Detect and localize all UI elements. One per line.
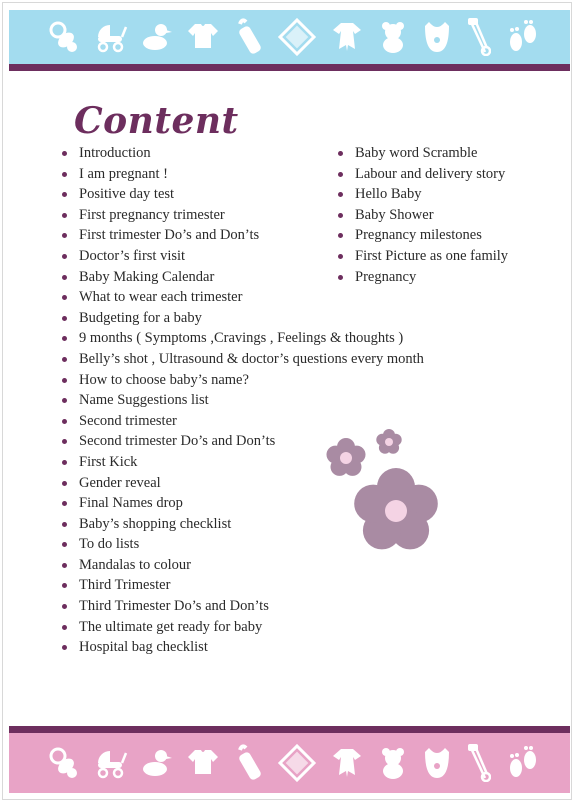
- stroller-icon: [94, 21, 128, 53]
- contents-item: Labour and delivery story: [338, 164, 508, 185]
- top-icon-band: [9, 10, 570, 64]
- onesie-icon: [187, 22, 219, 52]
- flower-small-left: [327, 438, 366, 476]
- teddy-bear-icon: [378, 21, 408, 53]
- safety-pin-icon: [465, 744, 491, 782]
- contents-item: Final Names drop: [62, 493, 424, 514]
- baby-bottle-icon: [234, 18, 264, 56]
- duck-icon: [142, 22, 172, 52]
- contents-item: Baby word Scramble: [338, 143, 508, 164]
- romper-icon: [331, 747, 363, 779]
- contents-item: Gender reveal: [62, 473, 424, 494]
- contents-item: Mandalas to colour: [62, 555, 424, 576]
- contents-item: What to wear each trimester: [62, 287, 424, 308]
- pacifier-icon: [49, 746, 79, 780]
- contents-item: First trimester Do’s and Don’ts: [62, 225, 424, 246]
- contents-item: Pregnancy: [338, 267, 508, 288]
- contents-item: Hello Baby: [338, 184, 508, 205]
- contents-item: How to choose baby’s name?: [62, 370, 424, 391]
- flower-decoration: [318, 424, 448, 558]
- bottom-accent-bar: [9, 726, 570, 733]
- contents-item: Name Suggestions list: [62, 390, 424, 411]
- pacifier-icon: [49, 20, 79, 54]
- contents-item: Baby’s shopping checklist: [62, 514, 424, 535]
- duck-icon: [142, 748, 172, 778]
- stroller-icon: [94, 747, 128, 779]
- contents-item: Positive day test: [62, 184, 424, 205]
- contents-item: Belly’s shot , Ultrasound & doctor’s questions every month: [62, 349, 424, 370]
- bottom-icon-row: [49, 733, 540, 793]
- bottom-icon-band: [9, 733, 570, 793]
- top-icon-row: [49, 10, 540, 64]
- contents-item: Pregnancy milestones: [338, 225, 508, 246]
- safety-pin-icon: [465, 18, 491, 56]
- contents-item: Doctor’s first visit: [62, 246, 424, 267]
- contents-item: Baby Shower: [338, 205, 508, 226]
- contents-item: Baby Making Calendar: [62, 267, 424, 288]
- contents-item: I am pregnant !: [62, 164, 424, 185]
- contents-item: Hospital bag checklist: [62, 637, 424, 658]
- contents-item: 9 months ( Symptoms ,Cravings , Feelings & thoughts ): [62, 328, 424, 349]
- flower-large: [354, 468, 438, 549]
- footprints-icon: [506, 746, 540, 780]
- teddy-bear-icon: [378, 747, 408, 779]
- romper-icon: [331, 21, 363, 53]
- bib-icon: [423, 20, 451, 54]
- contents-item: First pregnancy trimester: [62, 205, 424, 226]
- contents-list-right: [338, 143, 508, 287]
- contents-item: Budgeting for a baby: [62, 308, 424, 329]
- contents-item: To do lists: [62, 534, 424, 555]
- contents-item: First Kick: [62, 452, 424, 473]
- page-title: Content: [74, 100, 239, 142]
- footprints-icon: [506, 20, 540, 54]
- baby-bottle-icon: [234, 744, 264, 782]
- flower-small-right: [376, 429, 401, 454]
- contents-item: Second trimester Do’s and Don’ts: [62, 431, 424, 452]
- top-accent-bar: [9, 64, 570, 71]
- baby-on-board-sign-icon: [278, 18, 316, 56]
- contents-item: Third Trimester Do’s and Don’ts: [62, 596, 424, 617]
- contents-item: Introduction: [62, 143, 424, 164]
- contents-item: The ultimate get ready for baby: [62, 617, 424, 638]
- contents-item: Third Trimester: [62, 575, 424, 596]
- baby-on-board-sign-icon: [278, 744, 316, 782]
- contents-item: First Picture as one family: [338, 246, 508, 267]
- contents-item: Second trimester: [62, 411, 424, 432]
- bib-icon: [423, 746, 451, 780]
- onesie-icon: [187, 748, 219, 778]
